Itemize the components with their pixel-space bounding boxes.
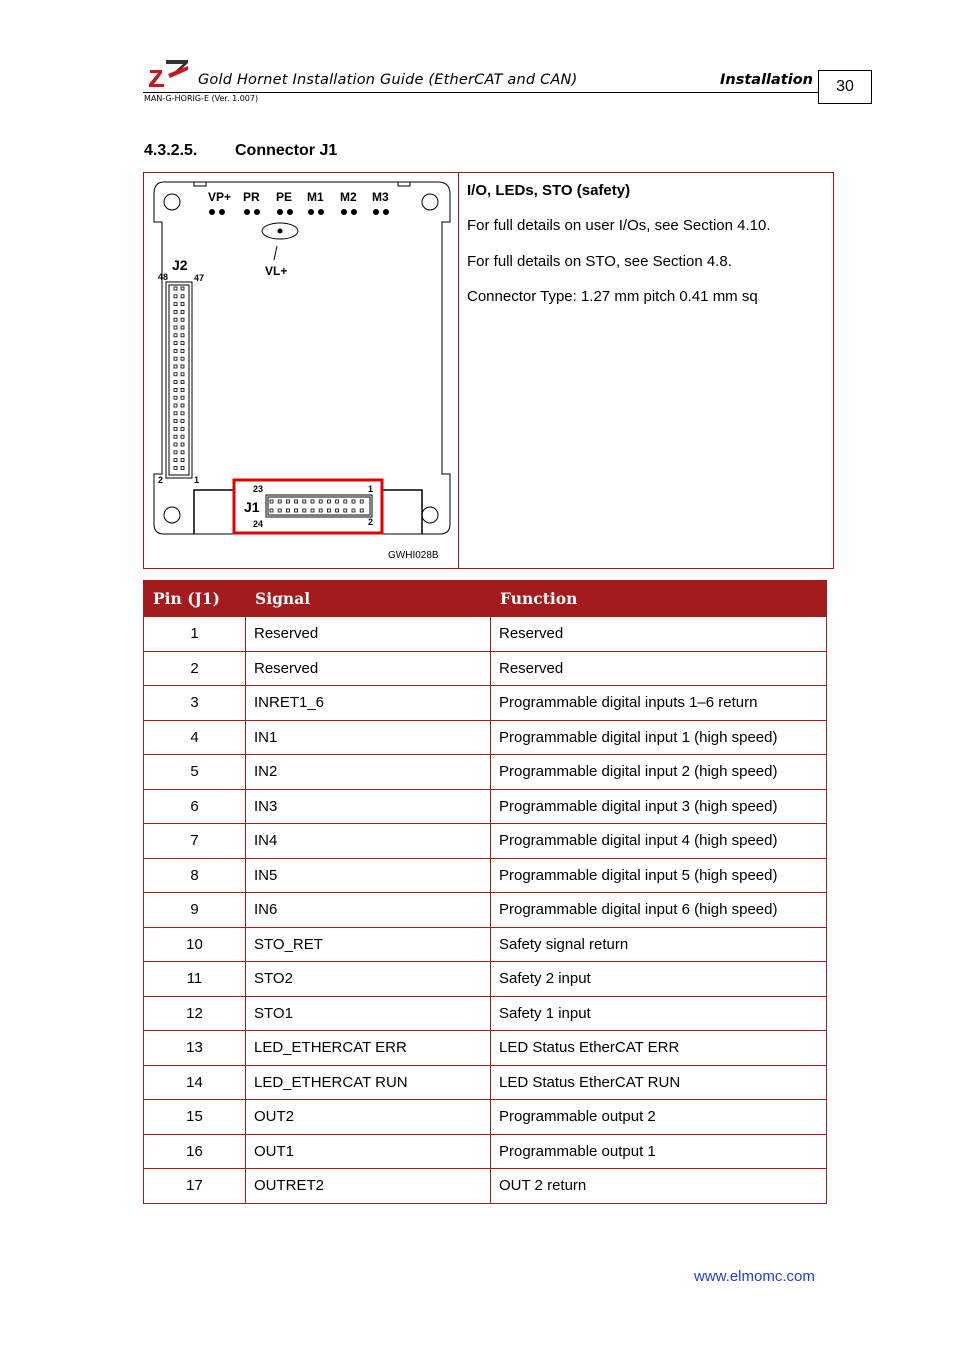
function-cell: Programmable output 2 <box>491 1100 827 1135</box>
section-number: 4.3.2.5. <box>144 142 198 159</box>
function-cell: Safety 2 input <box>491 962 827 997</box>
function-cell: Reserved <box>491 617 827 652</box>
pin-cell: 1 <box>144 617 246 652</box>
pin-cell: 16 <box>144 1134 246 1169</box>
table-row <box>144 617 827 652</box>
j2-pin-47: 47 <box>194 273 205 283</box>
function-cell: LED Status EtherCAT ERR <box>491 1031 827 1066</box>
j2-pin-pad <box>181 326 184 329</box>
table-row <box>144 789 827 824</box>
j2-pin-pad <box>174 326 177 329</box>
j2-pin-pad <box>181 365 184 368</box>
j2-pin-pad <box>174 318 177 321</box>
function-cell: Safety 1 input <box>491 996 827 1031</box>
signal-cell: Reserved <box>246 651 491 686</box>
j1-pin-pad <box>360 509 363 512</box>
terminal-dot <box>254 209 260 215</box>
function-cell: OUT 2 return <box>491 1169 827 1204</box>
elmo-logo-icon <box>148 58 190 88</box>
function-cell: Reserved <box>491 651 827 686</box>
section-title: Connector J1 <box>235 142 338 159</box>
function-cell: LED Status EtherCAT RUN <box>491 1065 827 1100</box>
column-header-pin: Pin (J1) <box>144 581 246 617</box>
j1-pin-pad <box>295 509 298 512</box>
label-j1: J1 <box>244 499 260 515</box>
signal-cell: IN3 <box>246 789 491 824</box>
pin-cell: 13 <box>144 1031 246 1066</box>
j2-pin-pad <box>174 365 177 368</box>
j2-pin-pad <box>181 466 184 469</box>
pin-cell: 15 <box>144 1100 246 1135</box>
table-row <box>144 651 827 686</box>
j2-pin-pad <box>174 342 177 345</box>
mounting-hole-icon <box>164 194 180 210</box>
j1-pin-pad <box>286 500 289 503</box>
j1-pin-pad <box>278 509 281 512</box>
j2-pin-pad <box>181 318 184 321</box>
j2-pin-pad <box>174 420 177 423</box>
j1-pin-pad <box>303 509 306 512</box>
pin-cell: 6 <box>144 789 246 824</box>
label-m1: M1 <box>307 190 324 204</box>
j2-pin-pad <box>174 388 177 391</box>
j2-pin-pad <box>181 310 184 313</box>
signal-cell: STO_RET <box>246 927 491 962</box>
board-diagram <box>150 178 452 564</box>
pin-cell: 14 <box>144 1065 246 1100</box>
table-row <box>144 996 827 1031</box>
j1-pin-pad <box>336 500 339 503</box>
function-cell: Programmable digital input 4 (high speed) <box>491 824 827 859</box>
j2-pin-pad <box>181 287 184 290</box>
function-cell: Programmable digital input 6 (high speed) <box>491 893 827 928</box>
j1-connector <box>266 495 372 517</box>
j2-pin-pad <box>181 349 184 352</box>
terminal-dot <box>287 209 293 215</box>
label-pe: PE <box>276 190 293 204</box>
j1-pin-pad <box>336 509 339 512</box>
j1-pin-pad <box>327 509 330 512</box>
label-m2: M2 <box>340 190 357 204</box>
info-line-sto: For full details on STO, see Section 4.8. <box>467 253 732 270</box>
j2-pin-pad <box>181 459 184 462</box>
header-section: Installation <box>720 72 813 88</box>
pin-cell: 3 <box>144 686 246 721</box>
frame-divider <box>458 172 459 569</box>
function-cell: Safety signal return <box>491 927 827 962</box>
info-line-connector: Connector Type: 1.27 mm pitch 0.41 mm sq <box>467 288 758 305</box>
j2-pin-48: 48 <box>158 272 169 282</box>
j2-pin-pad <box>174 349 177 352</box>
function-cell: Programmable digital input 5 (high speed) <box>491 858 827 893</box>
mounting-hole-icon <box>164 507 180 523</box>
function-cell: Programmable output 1 <box>491 1134 827 1169</box>
pin-cell: 12 <box>144 996 246 1031</box>
mounting-hole-icon <box>422 507 438 523</box>
j2-pin-pad <box>181 381 184 384</box>
j2-pin-pad <box>181 357 184 360</box>
j1-pin-pad <box>311 500 314 503</box>
j2-pin-pad <box>174 396 177 399</box>
pin-cell: 8 <box>144 858 246 893</box>
label-j2: J2 <box>172 257 188 273</box>
j2-pin-1: 1 <box>194 475 200 485</box>
j2-pin-pad <box>174 381 177 384</box>
info-heading: I/O, LEDs, STO (safety) <box>467 182 631 199</box>
j1-pin-pad <box>319 509 322 512</box>
footer-website-link[interactable]: www.elmomc.com <box>694 1268 815 1285</box>
terminal-dot <box>219 209 225 215</box>
table-row <box>144 858 827 893</box>
j1-pin-pad <box>270 500 273 503</box>
j1-pin-pad <box>270 509 273 512</box>
signal-cell: INRET1_6 <box>246 686 491 721</box>
label-vl: VL+ <box>265 264 288 278</box>
j2-pin-pad <box>181 342 184 345</box>
pin-cell: 9 <box>144 893 246 928</box>
table-row <box>144 686 827 721</box>
j1-pin-23: 23 <box>253 484 264 494</box>
j2-connector <box>166 282 192 478</box>
j2-pin-pad <box>181 396 184 399</box>
column-header-function: Function <box>491 581 827 617</box>
column-header-signal: Signal <box>246 581 491 617</box>
j2-pin-pad <box>174 443 177 446</box>
j2-pin-pad <box>174 303 177 306</box>
j2-pin-pad <box>181 404 184 407</box>
info-line-ios: For full details on user I/Os, see Section 4.10. <box>467 217 771 234</box>
table-row <box>144 1100 827 1135</box>
terminal-dot <box>341 209 347 215</box>
page-number: 30 <box>818 70 872 104</box>
header-title: Gold Hornet Installation Guide (EtherCAT and CAN) <box>198 72 578 88</box>
signal-cell: IN2 <box>246 755 491 790</box>
signal-cell: OUT1 <box>246 1134 491 1169</box>
j1-pin-pad <box>286 509 289 512</box>
signal-cell: IN4 <box>246 824 491 859</box>
signal-cell: IN5 <box>246 858 491 893</box>
table-row <box>144 893 827 928</box>
table-row <box>144 720 827 755</box>
j2-pin-pad <box>174 466 177 469</box>
table-row <box>144 962 827 997</box>
signal-cell: LED_ETHERCAT RUN <box>246 1065 491 1100</box>
function-cell: Programmable digital input 3 (high speed) <box>491 789 827 824</box>
signal-cell: STO1 <box>246 996 491 1031</box>
j2-pin-pad <box>181 420 184 423</box>
table-header-row <box>144 581 827 617</box>
table-row <box>144 755 827 790</box>
j1-pin-pad <box>295 500 298 503</box>
terminal-dot <box>351 209 357 215</box>
j2-pin-pad <box>174 357 177 360</box>
figure-id: GWHI028B <box>388 550 439 561</box>
label-pr: PR <box>243 190 260 204</box>
j1-pin-pad <box>327 500 330 503</box>
header-rule <box>143 92 818 93</box>
terminal-dot <box>383 209 389 215</box>
j2-pin-pad <box>181 388 184 391</box>
j2-pin-pad <box>181 427 184 430</box>
table-row <box>144 824 827 859</box>
pin-cell: 17 <box>144 1169 246 1204</box>
j2-pin-pad <box>174 412 177 415</box>
j2-pin-pad <box>174 435 177 438</box>
j2-pin-pad <box>174 459 177 462</box>
table-row <box>144 1065 827 1100</box>
j1-pin-pad <box>278 500 281 503</box>
function-cell: Programmable digital inputs 1–6 return <box>491 686 827 721</box>
j2-pin-pad <box>181 373 184 376</box>
j1-pin-pad <box>344 509 347 512</box>
terminal-dot <box>308 209 314 215</box>
j1-pin-pad <box>311 509 314 512</box>
j2-pin-pad <box>181 334 184 337</box>
j2-pin-pad <box>181 451 184 454</box>
j2-pin-pad <box>181 412 184 415</box>
j1-pin-pad <box>303 500 306 503</box>
table-row <box>144 1169 827 1204</box>
pin-cell: 4 <box>144 720 246 755</box>
table-row <box>144 1031 827 1066</box>
j2-pin-pad <box>181 435 184 438</box>
function-cell: Programmable digital input 1 (high speed) <box>491 720 827 755</box>
j1-pin-pad <box>360 500 363 503</box>
j2-pin-pad <box>174 373 177 376</box>
j1-pin-1: 1 <box>368 484 374 494</box>
j2-pin-2: 2 <box>158 475 164 485</box>
j2-pin-pad <box>181 295 184 298</box>
pin-cell: 10 <box>144 927 246 962</box>
signal-cell: Reserved <box>246 617 491 652</box>
pin-cell: 5 <box>144 755 246 790</box>
j2-pin-pad <box>174 427 177 430</box>
j2-pin-pad <box>174 334 177 337</box>
j1-pin-pad <box>319 500 322 503</box>
signal-cell: LED_ETHERCAT ERR <box>246 1031 491 1066</box>
terminal-dot <box>209 209 215 215</box>
signal-cell: STO2 <box>246 962 491 997</box>
label-vp: VP+ <box>208 190 232 204</box>
terminal-dot <box>244 209 250 215</box>
signal-cell: IN6 <box>246 893 491 928</box>
signal-cell: OUT2 <box>246 1100 491 1135</box>
table-row <box>144 927 827 962</box>
signal-cell: OUTRET2 <box>246 1169 491 1204</box>
j1-pin-pad <box>344 500 347 503</box>
j2-pin-pad <box>174 310 177 313</box>
function-cell: Programmable digital input 2 (high speed) <box>491 755 827 790</box>
mounting-hole-icon <box>422 194 438 210</box>
j2-pin-pad <box>181 443 184 446</box>
j2-pin-pad <box>174 287 177 290</box>
j2-pin-pad <box>181 303 184 306</box>
label-m3: M3 <box>372 190 389 204</box>
document-id: MAN-G-HORIG-E (Ver. 1.007) <box>144 94 259 103</box>
pin-table <box>143 580 827 1204</box>
signal-cell: IN1 <box>246 720 491 755</box>
terminal-dot <box>277 209 283 215</box>
j2-pin-pad <box>174 404 177 407</box>
j1-pin-24: 24 <box>253 519 264 529</box>
j1-pin-2: 2 <box>368 517 374 527</box>
j1-pin-pad <box>352 500 355 503</box>
table-row <box>144 1134 827 1169</box>
terminal-dot <box>373 209 379 215</box>
pin-cell: 11 <box>144 962 246 997</box>
pin-cell: 2 <box>144 651 246 686</box>
j2-pin-pad <box>174 451 177 454</box>
j2-pin-pad <box>174 295 177 298</box>
j1-pin-pad <box>352 509 355 512</box>
pin-cell: 7 <box>144 824 246 859</box>
terminal-dot <box>318 209 324 215</box>
